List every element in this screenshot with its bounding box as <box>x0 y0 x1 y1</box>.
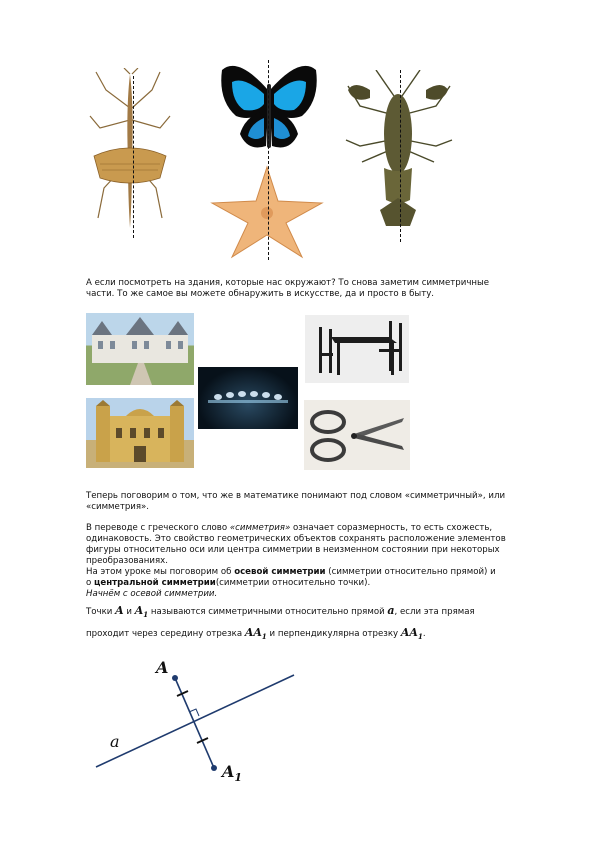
definition-line <box>86 627 426 642</box>
math-A: A <box>115 604 124 617</box>
symmetry-axis <box>133 76 134 238</box>
church-building-image <box>86 398 194 468</box>
text-run: и <box>123 607 135 617</box>
crayfish-image <box>340 70 458 234</box>
text-run: (симметрии относительно прямой) и <box>325 567 496 577</box>
math-subscript: 1 <box>417 632 423 642</box>
paragraph-line: А если посмотреть на здания, которые нас окружают? То снова заметим симметричные <box>86 278 490 288</box>
paragraph-line <box>86 523 492 534</box>
math-AA1 <box>400 626 423 642</box>
text-run: и перпендикулярна отрезку <box>266 629 401 639</box>
label-a: a <box>110 732 120 751</box>
text-run: В переводе с греческого слово <box>86 523 230 533</box>
paragraph-line: преобразованиях. <box>86 556 168 566</box>
text-run: (симметрии относительно точки). <box>215 578 371 588</box>
paragraph-line: части. То же самое вы можете обнаружить в искусстве, да и просто в быту. <box>86 289 435 299</box>
label-A1-sub: 1 <box>234 771 243 784</box>
math-base: A <box>134 604 144 617</box>
axial-symmetry-diagram <box>90 655 310 785</box>
butterfly-image <box>218 60 320 158</box>
scissors-image <box>304 400 410 470</box>
ballet-image <box>198 367 298 429</box>
math-subscript: 1 <box>261 632 267 642</box>
label-A1 <box>220 762 242 784</box>
text-run: Точки <box>86 607 116 617</box>
math-base: AA <box>400 626 418 639</box>
text-run: На этом уроке мы поговорим об <box>86 567 235 577</box>
label-A1-base: A <box>222 762 235 781</box>
math-A1 <box>134 604 149 620</box>
segment-AA1 <box>175 678 214 768</box>
paragraph-line: «симметрия». <box>86 502 150 512</box>
bold-term: центральной симметрии <box>94 578 216 588</box>
point-A <box>172 675 178 681</box>
paragraph-line: одинаковость. Это свойство геометрических объектов сохранять расположение элементов <box>86 534 506 544</box>
paragraph-line <box>86 578 370 589</box>
math-subscript: 1 <box>143 610 149 620</box>
text-run: , если эта прямая <box>394 607 475 617</box>
table-chairs-image <box>305 315 409 383</box>
text-run: о <box>86 578 94 588</box>
paragraph-line: фигуры относительно оси или центра симметрии в неизменном состоянии при некоторых <box>86 545 500 555</box>
symmetry-axis <box>400 70 401 242</box>
label-A: A <box>156 658 169 677</box>
italic-term: «симметрия» <box>229 523 291 533</box>
text-run: означает соразмерность, то есть схожесть, <box>290 523 493 533</box>
point-A1 <box>211 765 217 771</box>
math-a: a <box>387 604 395 617</box>
bold-term: осевой симметрии <box>234 567 326 577</box>
definition-line <box>86 605 475 620</box>
starfish-image <box>210 165 324 259</box>
stick-insect-image <box>86 68 174 238</box>
math-base: AA <box>244 626 262 639</box>
paragraph-line: Теперь поговорим о том, что же в математике понимают под словом «симметричный», или <box>86 491 506 501</box>
castle-image <box>86 313 194 385</box>
symmetry-axis <box>268 60 269 260</box>
line-a <box>96 675 294 767</box>
text-run: называются симметричными относительно прямой <box>148 607 388 617</box>
paragraph-line <box>86 567 496 578</box>
math-AA1 <box>244 626 267 642</box>
text-run: . <box>422 629 426 639</box>
italic-line: Начнём с осевой симметрии. <box>86 589 218 599</box>
text-run: проходит через середину отрезка <box>86 629 245 639</box>
